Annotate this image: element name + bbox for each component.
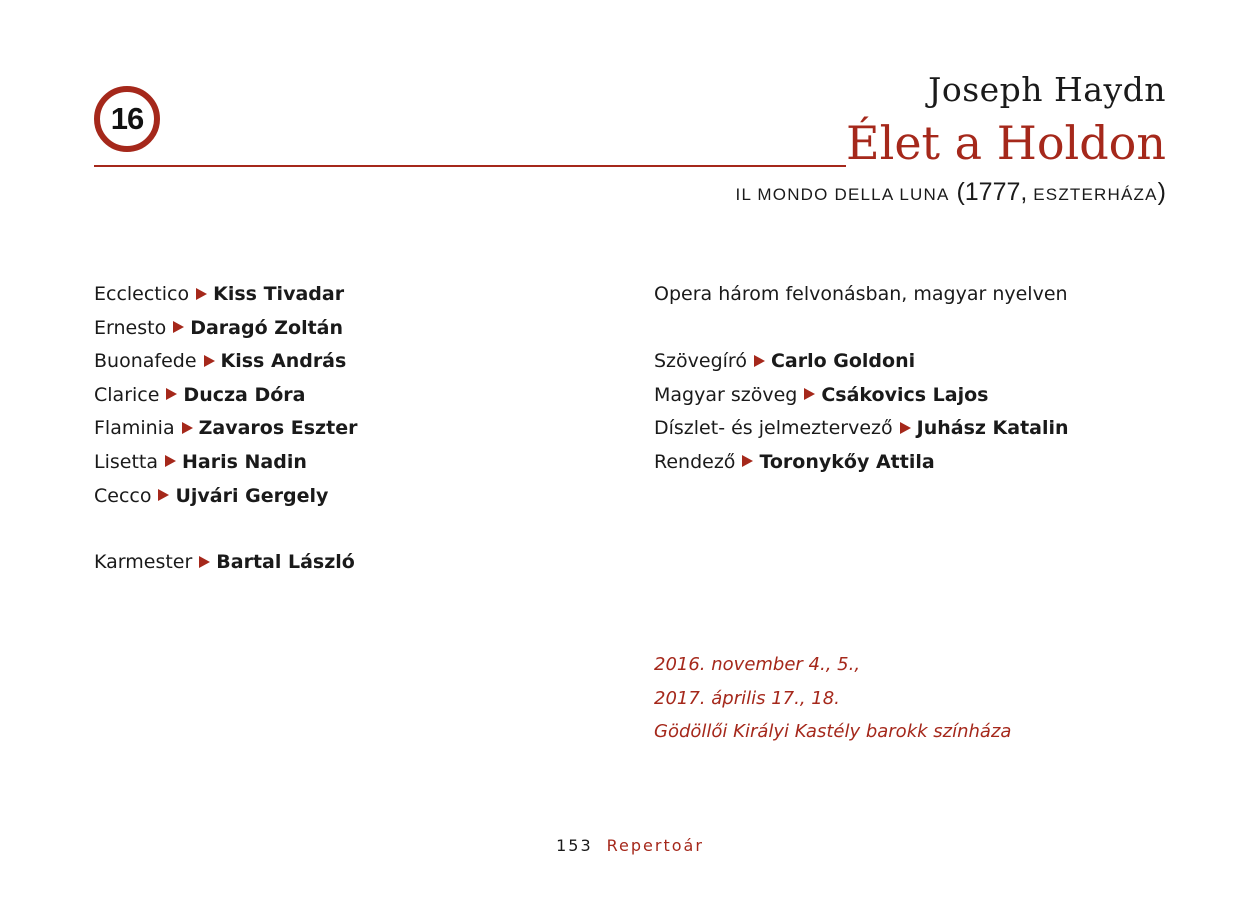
arrow-right-icon	[742, 455, 753, 467]
cast-item	[94, 379, 357, 413]
page-number: 153	[556, 836, 593, 855]
cast-role: Ecclectico	[94, 283, 190, 305]
header-rule	[94, 165, 846, 167]
production-number: 16	[110, 101, 144, 136]
composer-name: Joseph Haydn	[928, 70, 1166, 109]
cast-item	[94, 446, 357, 480]
cast-list	[94, 278, 357, 513]
credit-role: Szövegíró	[654, 350, 747, 372]
credit-name: Carlo Goldoni	[770, 350, 916, 372]
performance-line: 2016. november 4., 5.,	[654, 654, 861, 675]
cast-name: Kiss András	[220, 350, 347, 373]
credit-item	[654, 345, 1069, 379]
page-footer	[0, 836, 1260, 855]
conductor-name: Bartal László	[216, 551, 355, 573]
performance-dates	[654, 648, 1011, 749]
cast-item	[94, 345, 357, 379]
cast-item	[94, 278, 357, 312]
arrow-right-icon	[165, 455, 176, 467]
production-number-badge	[94, 86, 160, 152]
arrow-right-icon	[204, 355, 215, 367]
cast-role: Buonafede	[94, 350, 197, 373]
original-title: IL MONDO DELLA LUNA	[735, 185, 950, 204]
cast-item	[94, 480, 357, 514]
conductor-role: Karmester	[94, 551, 193, 573]
arrow-right-icon	[166, 388, 177, 400]
original-title-line	[736, 178, 1166, 207]
arrow-right-icon	[158, 489, 169, 501]
cast-item	[94, 412, 357, 446]
cast-role: Flaminia	[94, 417, 175, 440]
credit-role: Díszlet- és jelmeztervező	[654, 417, 893, 440]
arrow-right-icon	[182, 422, 193, 434]
credit-name: Csákovics Lajos	[821, 383, 989, 406]
opera-description: Opera három felvonásban, magyar nyelven	[654, 283, 1068, 305]
conductor-item	[94, 546, 355, 580]
cast-name: Ducza Dóra	[183, 383, 306, 406]
credit-role: Magyar szöveg	[654, 383, 798, 406]
conductor-list	[94, 546, 355, 580]
cast-name: Haris Nadin	[182, 450, 307, 473]
arrow-right-icon	[804, 388, 815, 400]
cast-role: Ernesto	[94, 316, 167, 339]
arrow-right-icon	[900, 422, 911, 434]
cast-role: Clarice	[94, 383, 160, 406]
credit-item	[654, 412, 1069, 446]
premiere-year: 1777,	[964, 178, 1028, 206]
arrow-right-icon	[173, 321, 184, 333]
cast-name: Daragó Zoltán	[190, 316, 344, 339]
section-name: Repertoár	[606, 836, 704, 855]
arrow-right-icon	[754, 355, 765, 367]
premiere-place: ESZTERHÁZA	[1027, 185, 1158, 204]
credits-list	[654, 345, 1069, 479]
arrow-right-icon	[199, 556, 210, 568]
opera-title: Élet a Holdon	[846, 116, 1166, 170]
cast-role: Cecco	[94, 484, 152, 507]
credit-role: Rendező	[654, 450, 736, 473]
paren-close: )	[1157, 178, 1166, 206]
cast-name: Ujvári Gergely	[175, 484, 329, 507]
cast-item	[94, 312, 357, 346]
paren-open: (	[949, 178, 965, 206]
performance-line: 2017. április 17., 18.	[654, 687, 840, 709]
cast-role: Lisetta	[94, 450, 158, 473]
arrow-right-icon	[196, 288, 207, 300]
credit-item	[654, 446, 1069, 480]
credit-name: Toronykőy Attila	[759, 450, 935, 473]
cast-name: Kiss Tivadar	[213, 283, 345, 305]
credit-item	[654, 379, 1069, 413]
credit-name: Juhász Katalin	[916, 417, 1069, 440]
performance-venue: Gödöllői Királyi Kastély barokk színháza	[654, 721, 1012, 742]
cast-name: Zavaros Eszter	[198, 417, 358, 440]
